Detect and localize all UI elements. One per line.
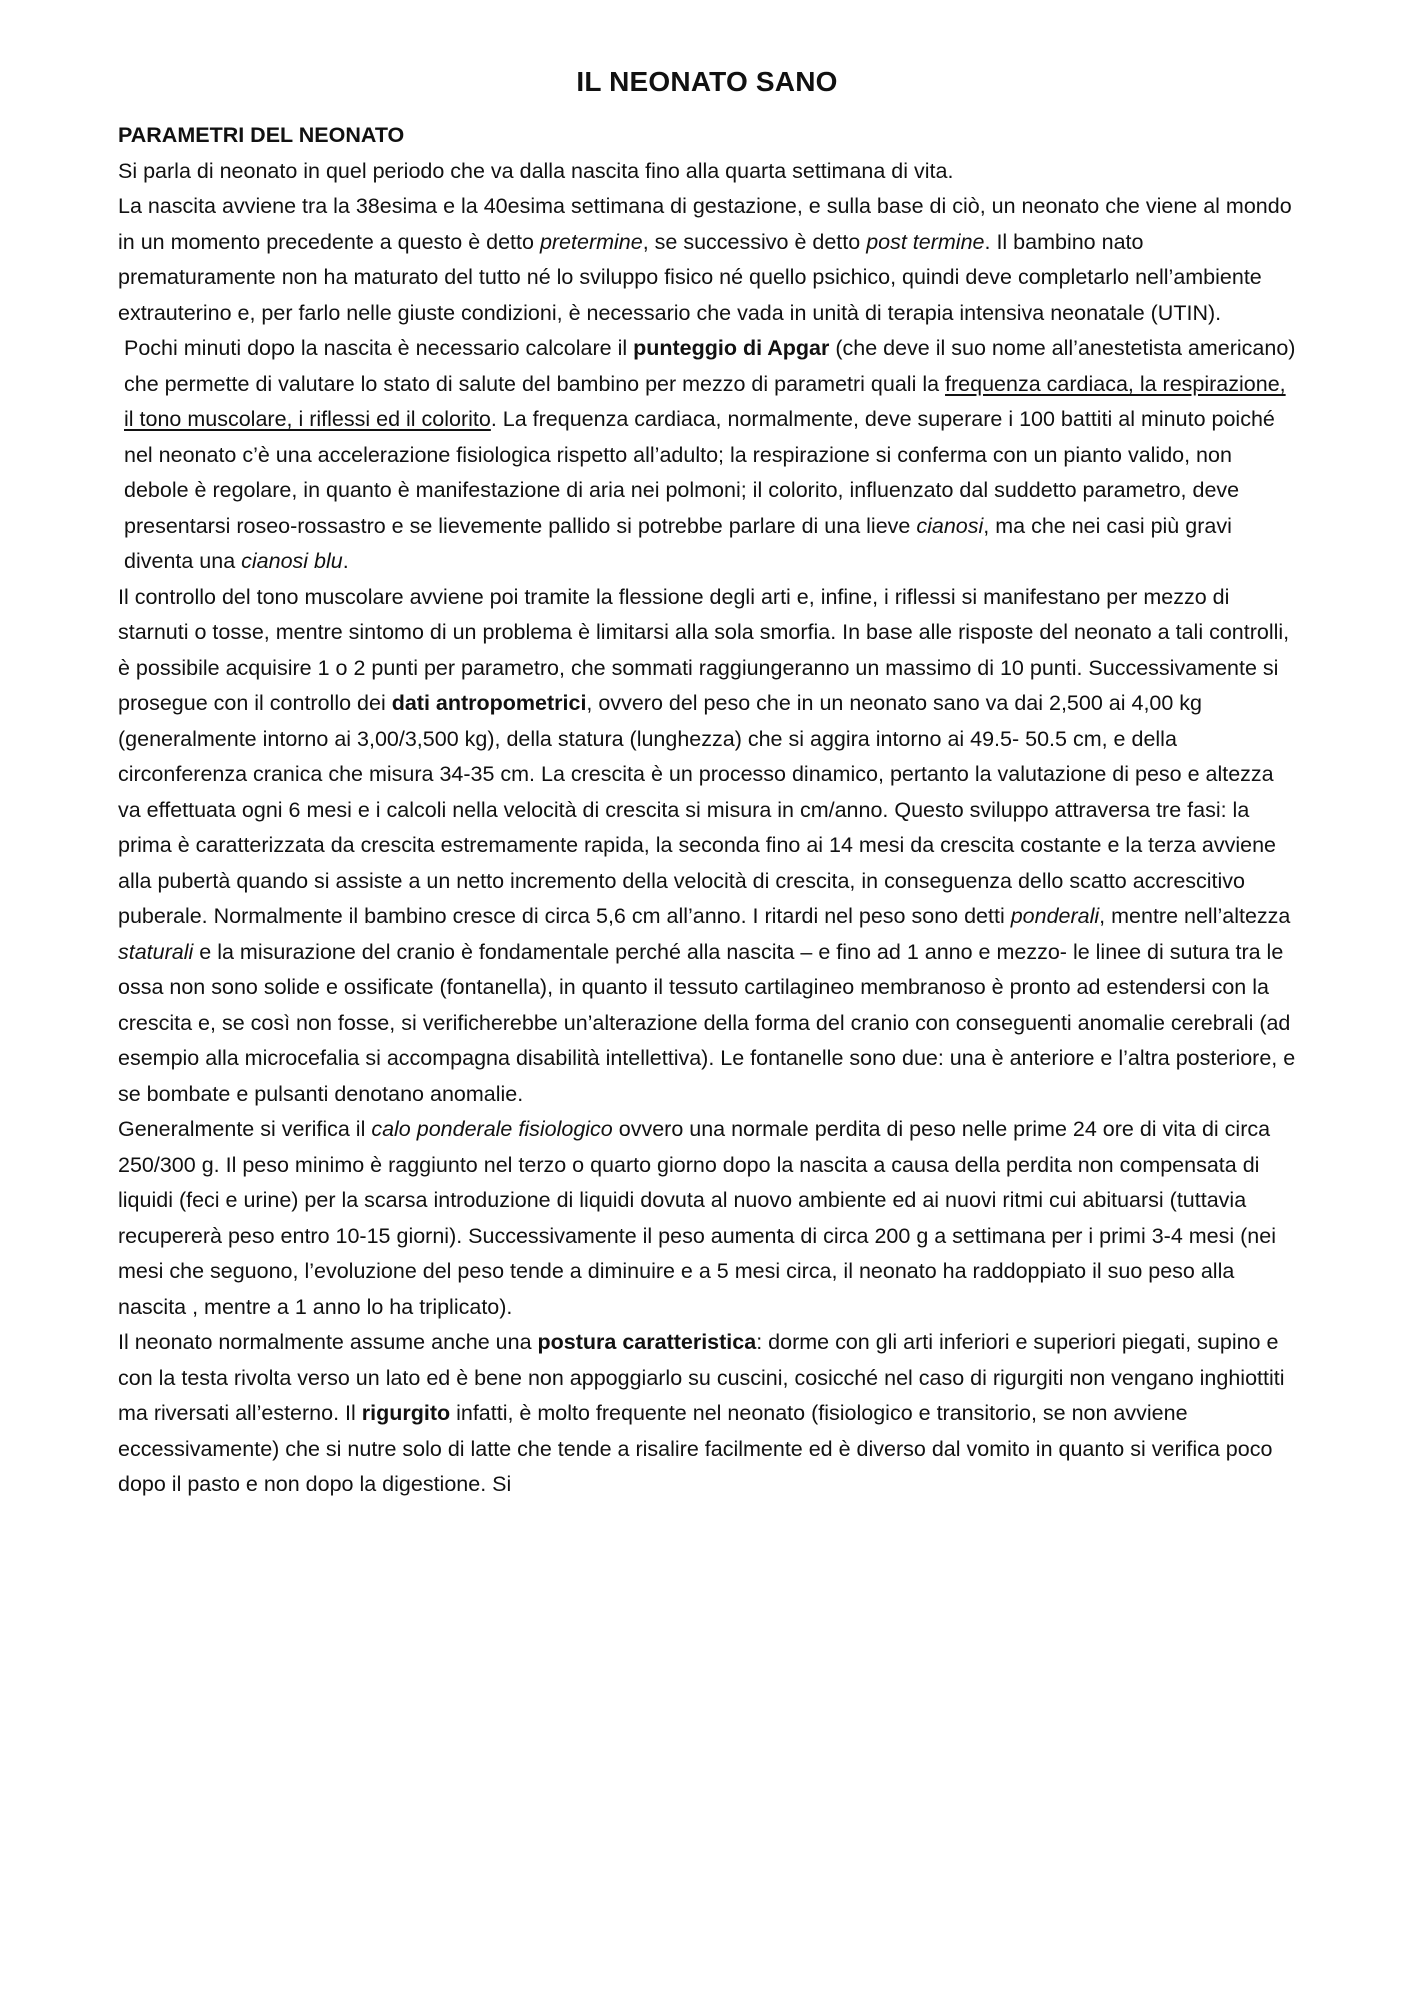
bold-text: dati antropometrici [391,691,587,715]
text-run: . Il bambino nato prematuramente non ha maturato del tutto né lo sviluppo fisico né quello psichico, quindi deve completarlo nell’ambiente extrauterino e, per farlo nelle giuste condizioni, è necessario che vada in unità di terapia intensiva neonatale (UTIN). [118,229,1262,325]
text-run: infatti, è molto frequente nel neonato (fisiologico e transitorio, se non avviene eccessivamente) che si nutre solo di latte che tende a risalire facilmente ed è diverso dal vomito in quanto si verifica poco dopo il pasto e non dopo la digestione. Si [118,1401,1273,1496]
text-run: (che deve il suo nome all’anestetista americano) che permette di valutare lo stato di salute del bambino per mezzo di parametri quali la [124,336,1296,396]
paragraph-weight-loss [118,1112,1296,1325]
text-run: : dorme con gli arti inferiori e superiori piegati, supino e con la testa rivolta verso un lato ed è bene non appoggiarlo su cuscini, cosicché nel caso di rigurgiti non vengano inghiottiti ma riversati all’esterno. Il [118,1330,1285,1425]
bold-text: postura caratteristica [537,1330,757,1354]
paragraph-anthropometric [118,580,1296,1113]
italic-text: pretermine [539,229,643,254]
text-run: e la misurazione del cranio è fondamentale perché alla nascita – e fino ad 1 anno e mezzo- le linee di sutura tra le ossa non sono solide e ossificate (fontanella), in quanto il tessuto cartilagineo membranoso è pronto ad estendersi con la crescita e, se così non fosse, si verificherebbe un’alterazione della forma del cranio con conseguenti anomalie cerebrali (ad esempio alla microcefalia si accompagna disabilità intellettiva). Le fontanelle sono due: una è anteriore e l’altra posteriore, e se bombate e pulsanti denotano anomalie. [118,939,1296,1106]
italic-text: cianosi blu [241,549,343,573]
bold-text: punteggio di Apgar [633,336,830,360]
italic-text: cianosi [916,513,984,538]
text-run: , ma che nei casi più gravi diventa una [124,513,1232,573]
italic-text: post termine [866,229,985,254]
text-run: , se successivo è detto [642,229,867,254]
text-run: Il controllo del tono muscolare avviene poi tramite la flessione degli arti e, infine, i riflessi si manifestano per mezzo di starnuti o tosse, mentre sintomo di un problema è limitarsi alla sola smorfia. In base alle risposte del neonato a tali controlli, è possibile acquisire 1 o 2 punti per parametro, che sommati raggiungeranno un massimo di 10 punti. Successivamente si prosegue con il controllo dei [118,584,1290,715]
text-run: . [342,549,349,573]
underlined-text: frequenza cardiaca, la respirazione, il tono muscolare, i riflessi ed il colorito [124,371,1286,431]
text-run: La nascita avviene tra la 38esima e la 40esima settimana di gestazione, e sulla base di ciò, un neonato che viene al mondo in un momento precedente a questo è detto [118,194,1292,254]
paragraph-definition [118,154,1296,190]
text-run: Generalmente si verifica il [118,1117,372,1141]
text-run: Il neonato normalmente assume anche una [118,1330,538,1354]
bold-text: rigurgito [361,1401,451,1425]
paragraph-gestation [118,189,1296,331]
text-run: Si parla di neonato in quel periodo che va dalla nascita fino alla quarta settimana di vita. [118,158,954,183]
text-run: . La frequenza cardiaca, normalmente, deve superare i 100 battiti al minuto poiché nel neonato c’è una accelerazione fisiologica rispetto all’adulto; la respirazione si conferma con un pianto valido, non debole è regolare, in quanto è manifestazione di aria nei polmoni; il colorito, influenzato dal suddetto parametro, deve presentarsi roseo-rossastro e se lievemente pallido si potrebbe parlare di una lieve [124,407,1275,538]
text-run: ovvero una normale perdita di peso nelle prime 24 ore di vita di circa 250/300 g. Il peso minimo è raggiunto nel terzo o quarto giorno dopo la nascita a causa della perdita non compensata di liquidi (feci e urine) per la scarsa introduzione di liquidi dovuta al nuovo ambiente ed ai nuovi ritmi cui abituarsi (tuttavia recupererà peso entro 10-15 giorni). Successivamente il peso aumenta di circa 200 g a settimana per i primi 3-4 mesi (nei mesi che seguono, l’evoluzione del peso tende a diminuire e a 5 mesi circa, il neonato ha raddoppiato il suo peso alla nascita , mentre a 1 anno lo ha triplicato). [118,1117,1276,1319]
text-run: , mentre nell’altezza [1099,904,1291,928]
text-run: , ovvero del peso che in un neonato sano va dai 2,500 ai 4,00 kg (generalmente intorno ai 3,00/3,500 kg), della statura (lunghezza) che si aggira intorno ai 49.5- 50.5 cm, e della circonferenza cranica che misura 34-35 cm. La crescita è un processo dinamico, pertanto la valutazione di peso e altezza va effettuata ogni 6 mesi e i calcoli nella velocità di crescita si misura in cm/anno. Questo sviluppo attraversa tre fasi: la prima è caratterizzata da crescita estremamente rapida, la seconda fino ai 14 mesi da crescita costante e la terza avviene alla pubertà quando si assiste a un netto incremento della velocità di crescita, in conseguenza dello scatto accrescitivo puberale. Normalmente il bambino cresce di circa 5,6 cm all’anno. I ritardi nel peso sono detti [118,691,1276,928]
italic-text: ponderali [1010,904,1100,928]
paragraph-apgar [118,331,1296,580]
paragraph-posture [118,1325,1296,1503]
italic-text: staturali [118,939,194,964]
document-title: IL NEONATO SANO [576,66,838,97]
section-heading: PARAMETRI DEL NEONATO [118,123,405,147]
text-run: Pochi minuti dopo la nascita è necessario calcolare il [124,336,634,360]
italic-text: calo ponderale fisiologico [371,1117,613,1141]
